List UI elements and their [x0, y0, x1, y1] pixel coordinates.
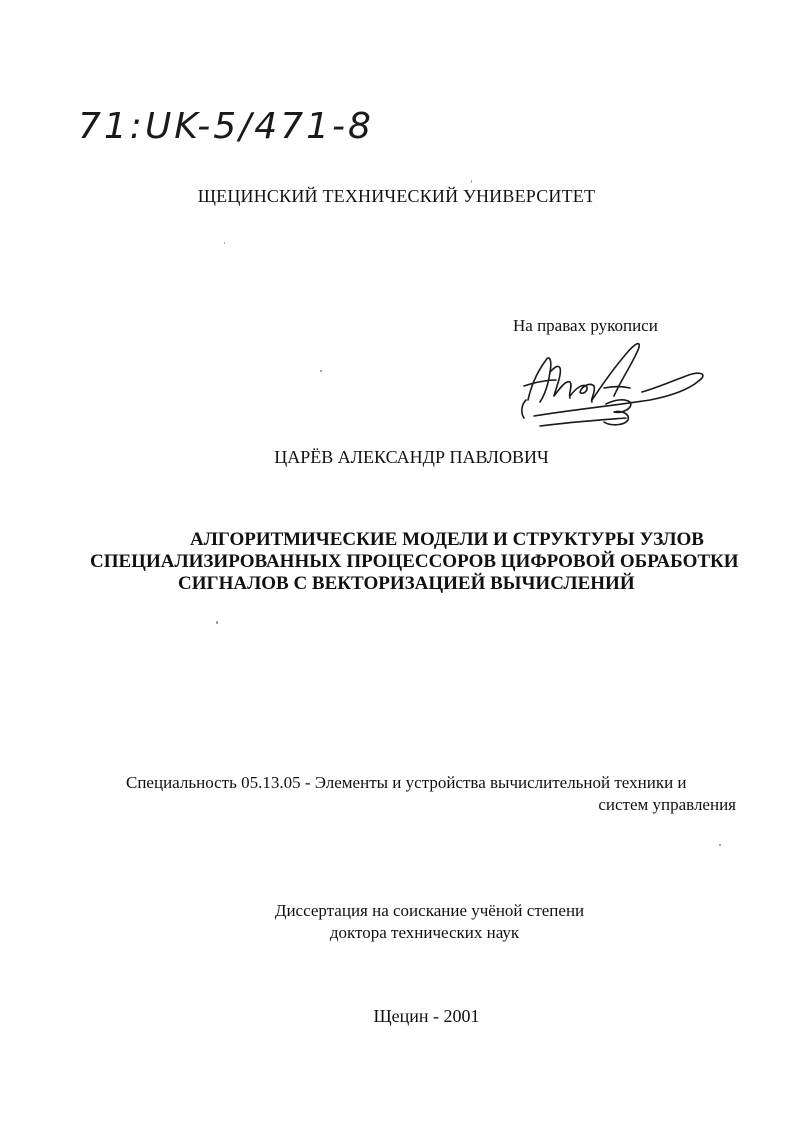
- scan-speck: [719, 844, 721, 846]
- title-line: СИГНАЛОВ С ВЕКТОРИЗАЦИЕЙ ВЫЧИСЛЕНИЙ: [178, 573, 635, 594]
- handwritten-code-text: 71:UK-5/471-8: [78, 106, 374, 147]
- specialty-statement: [126, 772, 738, 816]
- title-line: АЛГОРИТМИЧЕСКИЕ МОДЕЛИ И СТРУКТУРЫ УЗЛОВ: [190, 529, 704, 550]
- specialty-line-1: Специальность 05.13.05 - Элементы и устройства вычислительной техники и: [126, 773, 687, 792]
- specialty-line-2: систем управления: [598, 795, 736, 814]
- manuscript-note: На правах рукописи: [513, 316, 658, 335]
- degree-line-1: Диссертация на соискание учёной степени: [274, 901, 585, 920]
- handwritten-signature-icon: [510, 330, 710, 435]
- author-name: ЦАРЁВ АЛЕКСАНДР ПАВЛОВИЧ: [274, 447, 549, 467]
- place-and-year: Щецин - 2001: [373, 1006, 480, 1026]
- scan-speck: [224, 242, 225, 244]
- handwritten-archive-code: [78, 100, 398, 152]
- scan-speck: [320, 370, 322, 372]
- title-line: СПЕЦИАЛИЗИРОВАННЫХ ПРОЦЕССОРОВ ЦИФРОВОЙ ОБРАБОТКИ: [90, 551, 739, 572]
- degree-statement: [0, 900, 793, 944]
- university-name: ЩЕЦИНСКИЙ ТЕХНИЧЕСКИЙ УНИВЕРСИТЕТ: [197, 186, 596, 206]
- dissertation-title: [60, 529, 793, 595]
- degree-line-2: доктора технических наук: [329, 923, 520, 942]
- scan-speck: [216, 621, 218, 624]
- scan-speck: [471, 180, 472, 183]
